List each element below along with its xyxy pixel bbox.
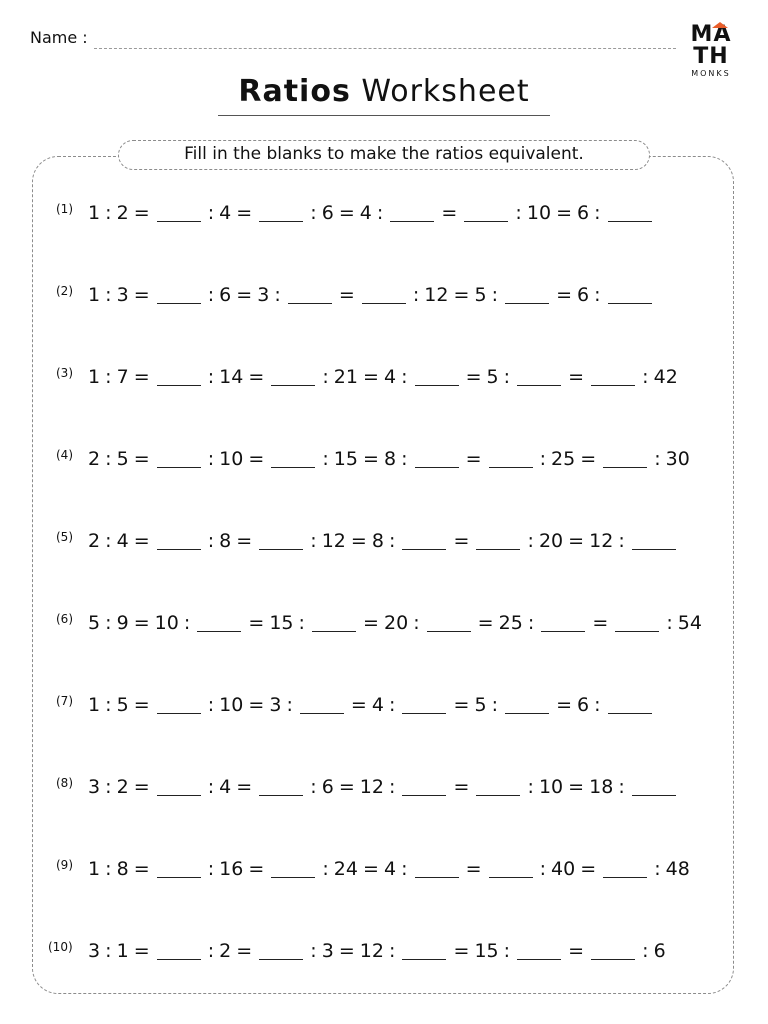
equation-text: : 14 = bbox=[202, 366, 270, 388]
answer-blank[interactable] bbox=[505, 285, 549, 304]
answer-blank[interactable] bbox=[300, 695, 344, 714]
equation-text: : 15 = 8 : bbox=[317, 448, 413, 470]
equation-text: 5 : 9 = 10 : bbox=[88, 612, 196, 634]
title-underline bbox=[218, 115, 550, 116]
answer-blank[interactable] bbox=[402, 531, 446, 550]
equation-text: : 24 = 4 : bbox=[317, 858, 413, 880]
answer-blank[interactable] bbox=[489, 859, 533, 878]
answer-blank[interactable] bbox=[541, 613, 585, 632]
problem-number: (4) bbox=[56, 448, 73, 462]
answer-blank[interactable] bbox=[288, 285, 332, 304]
problem-number: (9) bbox=[56, 858, 73, 872]
answer-blank[interactable] bbox=[271, 449, 315, 468]
equation-text: = bbox=[563, 940, 590, 962]
answer-blank[interactable] bbox=[632, 531, 676, 550]
answer-blank[interactable] bbox=[271, 367, 315, 386]
answer-blank[interactable] bbox=[608, 285, 652, 304]
equation-text: : 10 = 3 : bbox=[202, 694, 298, 716]
equation-text: = 20 : bbox=[357, 612, 425, 634]
answer-blank[interactable] bbox=[464, 203, 508, 222]
answer-blank[interactable] bbox=[259, 531, 303, 550]
answer-blank[interactable] bbox=[427, 613, 471, 632]
answer-blank[interactable] bbox=[476, 777, 520, 796]
equation-text: = bbox=[587, 612, 614, 634]
equation-text: : 12 = 8 : bbox=[305, 530, 401, 552]
answer-blank[interactable] bbox=[271, 859, 315, 878]
problem-row bbox=[48, 688, 728, 722]
answer-blank[interactable] bbox=[259, 941, 303, 960]
math-monks-logo bbox=[676, 24, 746, 78]
page-title: Ratios Worksheet bbox=[238, 74, 530, 109]
equation-text: 2 : 4 = bbox=[88, 530, 155, 552]
ratio-equation bbox=[88, 366, 678, 388]
answer-blank[interactable] bbox=[157, 695, 201, 714]
answer-blank[interactable] bbox=[603, 859, 647, 878]
ratio-equation bbox=[88, 776, 678, 798]
problem-number: (2) bbox=[56, 284, 73, 298]
logo-subtext: MONKS bbox=[691, 69, 731, 78]
answer-blank[interactable] bbox=[608, 695, 652, 714]
answer-blank[interactable] bbox=[312, 613, 356, 632]
answer-blank[interactable] bbox=[608, 203, 652, 222]
answer-blank[interactable] bbox=[402, 695, 446, 714]
answer-blank[interactable] bbox=[157, 859, 201, 878]
answer-blank[interactable] bbox=[517, 367, 561, 386]
equation-text: 1 : 7 = bbox=[88, 366, 155, 388]
equation-text: = bbox=[333, 284, 360, 306]
problem-row bbox=[48, 278, 728, 312]
equation-text: : 25 = bbox=[534, 448, 602, 470]
equation-text: : 16 = bbox=[202, 858, 270, 880]
equation-text: : 2 = bbox=[202, 940, 258, 962]
equation-text: = 6 : bbox=[551, 694, 606, 716]
answer-blank[interactable] bbox=[362, 285, 406, 304]
answer-blank[interactable] bbox=[402, 777, 446, 796]
ratio-equation bbox=[88, 530, 678, 552]
equation-text: : 6 = 3 : bbox=[202, 284, 286, 306]
ratio-equation bbox=[88, 858, 690, 880]
equation-text: = bbox=[448, 776, 475, 798]
problem-number: (3) bbox=[56, 366, 73, 380]
problem-row bbox=[48, 606, 728, 640]
equation-text: : 10 = bbox=[202, 448, 270, 470]
answer-blank[interactable] bbox=[505, 695, 549, 714]
problem-number: (6) bbox=[56, 612, 73, 626]
ratio-equation bbox=[88, 612, 702, 634]
equation-text: : 30 bbox=[649, 448, 690, 470]
equation-text: 3 : 2 = bbox=[88, 776, 155, 798]
equation-text: = bbox=[460, 858, 487, 880]
problem-row bbox=[48, 360, 728, 394]
equation-text: 3 : 1 = bbox=[88, 940, 155, 962]
answer-blank[interactable] bbox=[157, 449, 201, 468]
equation-text: : 12 = 5 : bbox=[407, 284, 504, 306]
logo-wordmark: M ATH bbox=[690, 22, 732, 69]
equation-text: : 48 bbox=[649, 858, 690, 880]
equation-text: : 20 = 12 : bbox=[522, 530, 630, 552]
problem-row bbox=[48, 852, 728, 886]
answer-blank[interactable] bbox=[415, 449, 459, 468]
problem-row bbox=[48, 770, 728, 804]
ratio-equation bbox=[88, 448, 690, 470]
equation-text: : 40 = bbox=[534, 858, 602, 880]
equation-text: = bbox=[460, 448, 487, 470]
answer-blank[interactable] bbox=[157, 531, 201, 550]
equation-text: 1 : 2 = bbox=[88, 202, 155, 224]
instructions-banner: Fill in the blanks to make the ratios equivalent. bbox=[118, 140, 650, 170]
problem-row bbox=[48, 934, 728, 968]
equation-text: = 5 : bbox=[448, 694, 504, 716]
problem-number: (8) bbox=[56, 776, 73, 790]
answer-blank[interactable] bbox=[157, 285, 201, 304]
answer-blank[interactable] bbox=[415, 859, 459, 878]
equation-text: = bbox=[436, 202, 463, 224]
equation-text: : 3 = 12 : bbox=[305, 940, 401, 962]
equation-text: = bbox=[563, 366, 590, 388]
equation-text: : 4 = bbox=[202, 202, 258, 224]
equation-text: = 6 : bbox=[551, 284, 606, 306]
ratio-equation bbox=[88, 284, 654, 306]
equation-text: 1 : 3 = bbox=[88, 284, 155, 306]
problem-row bbox=[48, 196, 728, 230]
problem-row bbox=[48, 524, 728, 558]
answer-blank[interactable] bbox=[415, 367, 459, 386]
name-label: Name : bbox=[30, 28, 88, 47]
answer-blank[interactable] bbox=[157, 203, 201, 222]
equation-text: 1 : 5 = bbox=[88, 694, 155, 716]
answer-blank[interactable] bbox=[517, 941, 561, 960]
answer-blank[interactable] bbox=[632, 777, 676, 796]
equation-text: : 10 = 18 : bbox=[522, 776, 630, 798]
equation-text: : 4 = bbox=[202, 776, 258, 798]
equation-text: 1 : 8 = bbox=[88, 858, 155, 880]
equation-text: = 5 : bbox=[460, 366, 516, 388]
logo-caret-icon bbox=[712, 22, 728, 28]
answer-blank[interactable] bbox=[157, 367, 201, 386]
answer-blank[interactable] bbox=[591, 941, 635, 960]
equation-text: = 4 : bbox=[345, 694, 401, 716]
equation-text: : 21 = 4 : bbox=[317, 366, 413, 388]
name-input-line[interactable] bbox=[94, 48, 676, 49]
answer-blank[interactable] bbox=[390, 203, 434, 222]
problem-number: (7) bbox=[56, 694, 73, 708]
equation-text: = 15 : bbox=[448, 940, 516, 962]
problem-row bbox=[48, 442, 728, 476]
equation-text: = 15 : bbox=[243, 612, 310, 634]
ratio-equation bbox=[88, 940, 666, 962]
answer-blank[interactable] bbox=[603, 449, 647, 468]
answer-blank[interactable] bbox=[197, 613, 241, 632]
ratio-equation bbox=[88, 694, 654, 716]
answer-blank[interactable] bbox=[402, 941, 446, 960]
name-row bbox=[30, 28, 88, 47]
equation-text: 2 : 5 = bbox=[88, 448, 155, 470]
equation-text: : 6 = 12 : bbox=[305, 776, 401, 798]
answer-blank[interactable] bbox=[157, 941, 201, 960]
equation-text: = 25 : bbox=[472, 612, 540, 634]
answer-blank[interactable] bbox=[157, 777, 201, 796]
equation-text: : 10 = 6 : bbox=[510, 202, 606, 224]
equation-text: : 42 bbox=[637, 366, 678, 388]
answer-blank[interactable] bbox=[615, 613, 659, 632]
equation-text: : 8 = bbox=[202, 530, 258, 552]
equation-text: = bbox=[448, 530, 475, 552]
equation-text: : 6 = 4 : bbox=[305, 202, 389, 224]
problem-number: (10) bbox=[48, 940, 73, 954]
equation-text: : 54 bbox=[661, 612, 702, 634]
answer-blank[interactable] bbox=[259, 203, 303, 222]
answer-blank[interactable] bbox=[476, 531, 520, 550]
answer-blank[interactable] bbox=[259, 777, 303, 796]
problem-number: (1) bbox=[56, 202, 73, 216]
ratio-equation bbox=[88, 202, 654, 224]
equation-text: : 6 bbox=[637, 940, 666, 962]
answer-blank[interactable] bbox=[591, 367, 635, 386]
answer-blank[interactable] bbox=[489, 449, 533, 468]
problem-number: (5) bbox=[56, 530, 73, 544]
